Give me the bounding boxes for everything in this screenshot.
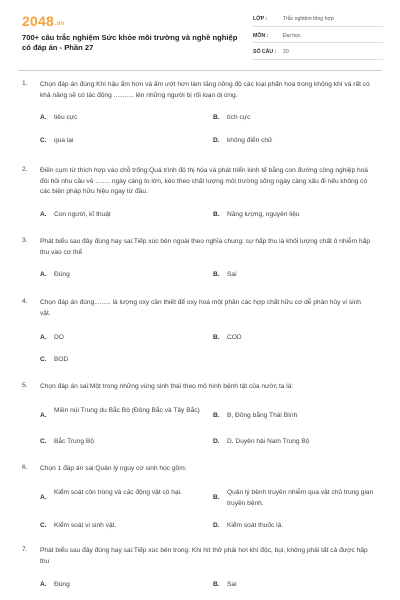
option-text: Miền núi Trung du Bắc Bộ (Đông Bắc và Tây Bắc) [54,407,200,414]
option-text: COD [227,334,242,341]
option-letter: B. [213,211,220,218]
option-letter: B. [213,271,220,278]
question-text: Chọn đáp án đúng:Khí hậu ẩm hơn và ấm ướt hơn làm tăng nồng độ các loại phấn hoa trong không khí và rất có khả năng sẽ có tác động ........... lên những người bị rối loạn dị ứng. [40,81,370,99]
option-letter: A. [40,114,47,121]
option-text: Sai [227,271,237,278]
question-text: Phát biểu sau đây đúng hay sai:Tiếp xúc bên trong: Khi hít thở phải hơi khí độc, bụi, không phải tất cả được hấp thu [40,547,368,565]
question-number: 2. [22,166,28,173]
option-text: Sai [227,581,237,588]
question-number: 6. [22,464,28,471]
option-text: Bắc Trung Bộ [54,438,94,445]
option-text: Kiểm soát thuốc lá. [227,522,284,529]
header-divider [18,70,382,71]
option-letter: A. [40,271,47,278]
option-text: D, Duyên hải Nam Trung Bộ [227,438,310,445]
option-text: BOD [54,356,69,363]
option-text: Đúng [54,271,70,278]
logo-suffix: .vn [54,21,65,27]
option-letter: B. [213,114,220,121]
option-letter: D. [213,438,220,445]
info-label: MÔN : [253,32,269,39]
option-letter: B. [213,334,220,341]
question-text: Điền cụm từ thích hợp vào chỗ trống:Quá trình đô thị hóa và phát triển kinh tế bằng con đường công nghiệp hoá đòi hỏi nhu cầu về ........ ngày càng to lớn, kéo theo chất lượng môi trường sống ngày càng xấu đi nếu không có các biện pháp hữu hiệu ngay từ đầu. [40,167,368,195]
logo-text: 2048 [22,13,54,29]
option-text: Kiểm soát vi sinh vật. [54,522,117,529]
info-row-count [253,46,383,60]
info-label: LỚP : [253,16,268,22]
option-text: Đúng [54,581,70,588]
info-panel [253,13,383,63]
option-letter: C. [40,438,47,445]
question-number: 5. [22,382,28,389]
question-text: Phát biểu sau đây đúng hay sai:Tiếp xúc bên ngoài theo nghĩa chung: sự hấp thu là khối lượng chất ô nhiễm hấp thu vào cơ thể [40,238,370,256]
question-number: 4. [22,298,28,305]
question-text: Chọn đáp án đúng......... là lượng oxy cần thiết để oxy hoá một phần các hợp chất hữu cơ dễ phân hủy vi sinh vật. [40,299,361,317]
option-letter: A. [40,494,47,501]
option-letter: C. [40,522,47,529]
info-row-class [253,13,383,27]
option-text: không điển chữ [227,137,273,144]
info-value: Trắc nghiệm tổng hợp [283,16,334,22]
option-letter: A. [40,211,47,218]
info-value: Đại học [283,32,301,39]
question-number: 1. [22,80,28,87]
option-letter: C. [40,137,47,144]
option-text: Năng lượng, nguyên liệu [227,211,300,218]
question-text: Chọn 1 đáp án sai:Quản lý nguy cơ sinh học gồm: [40,465,187,472]
option-letter: A. [40,334,47,341]
option-text: tiêu cực [54,114,78,121]
option-letter: C. [40,356,47,363]
option-text: tích cực [227,114,251,121]
option-letter: B. [213,581,220,588]
question-number: 7. [22,546,28,553]
option-letter: B. [213,494,220,501]
option-letter: A. [40,581,47,588]
option-letter: D. [213,522,220,529]
option-letter: B. [213,412,220,419]
option-letter: D. [213,137,220,144]
info-label: SỐ CÂU : [253,49,277,55]
option-text: DO [54,334,64,341]
option-text: Kiểm soát côn trùng và các động vật có hại. [54,489,182,496]
option-letter: A. [40,412,47,419]
question-text: Chọn đáp án sai:Một trong những vùng sinh thái theo mô hình bệnh tật của nước ta là: [40,383,294,390]
question-number: 3. [22,237,28,244]
option-text: qua lại [54,137,74,144]
info-row-subject [253,30,383,44]
page-header [0,0,400,66]
site-logo[interactable] [22,13,64,29]
option-text: Quản lý bệnh truyền nhiễm qua vật chủ trung gian truyền bệnh. [227,489,374,507]
option-text: B, Đồng bằng Thái Bình [227,412,298,419]
info-value: 20 [283,49,289,55]
option-text: Con người, kĩ thuật [54,211,111,218]
page-title: 700+ câu trắc nghiệm Sức khỏe môi trường và nghề nghiệp có đáp án - Phần 27 [22,33,238,52]
